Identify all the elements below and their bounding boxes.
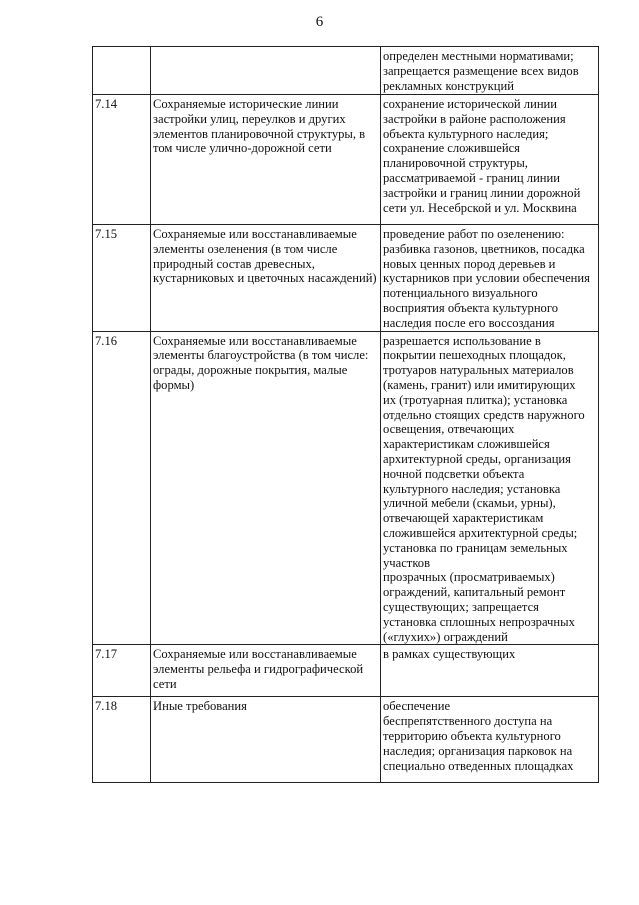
- row-criterion: Сохраняемые или восстанавливаемые элементы озеленения (в том числе природный состав древесных, кустарниковых и цветочных насаждений): [151, 225, 381, 332]
- row-criterion: Сохраняемые или восстанавливаемые элементы благоустройства (в том числе: ограды, дорожные покрытия, малые формы): [151, 331, 381, 645]
- row-number: 7.15: [93, 225, 151, 332]
- row-requirement: сохранение исторической линии застройки в районе расположения объекта культурного наследия; сохранение сложившейся планировочной структуры, рассматриваемой - границ линии застройки и границ линии дорожной сети ул. Несебрской и ул. Москвина: [381, 95, 599, 225]
- table-row: [93, 645, 599, 697]
- row-number: 7.14: [93, 95, 151, 225]
- row-number: 7.16: [93, 331, 151, 645]
- page-number: 6: [315, 14, 324, 30]
- requirements-table: [92, 46, 599, 783]
- row-number: 7.17: [93, 645, 151, 697]
- table-row: [93, 95, 599, 225]
- row-criterion: Иные требования: [151, 697, 381, 783]
- row-criterion: Сохраняемые исторические линии застройки улиц, переулков и других элементов планировочной структуры, в том числе улично-дорожной сети: [151, 95, 381, 225]
- table-row: [93, 47, 599, 95]
- row-number: [93, 47, 151, 95]
- row-criterion: Сохраняемые или восстанавливаемые элементы рельефа и гидрографической сети: [151, 645, 381, 697]
- row-requirement: проведение работ по озеленению: разбивка газонов, цветников, посадка новых ценных пород деревьев и кустарников при условии обеспечения потенциального визуального восприятия объекта культурного наследия после его воссоздания: [381, 225, 599, 332]
- table-row: [93, 697, 599, 783]
- row-number: 7.18: [93, 697, 151, 783]
- table-row: [93, 225, 599, 332]
- row-criterion: [151, 47, 381, 95]
- row-requirement: определен местными нормативами; запрещается размещение всех видов рекламных конструкций: [381, 47, 599, 95]
- table-row: [93, 331, 599, 645]
- row-requirement: обеспечение беспрепятственного доступа на территорию объекта культурного наследия; организация парковок на специально отведенных площадках: [381, 697, 599, 783]
- row-requirement: в рамках существующих: [381, 645, 599, 697]
- row-requirement: разрешается использование в покрытии пешеходных площадок, тротуаров натуральных материалов (камень, гранит) или имитирующих их (тротуарная плитка); установка отдельно стоящих средств наружного освещения, отвечающих характеристикам сложившейся архитектурной среды, организация ночной подсветки объекта культурного наследия; установка уличной мебели (скамьи, урны), отвечающей характеристикам сложившейся архитектурной среды; установка по границам земельных участков прозрачных (просматриваемых) ограждений, капитальный ремонт существующих; запрещается установка сплошных непрозрачных («глухих») ограждений: [381, 331, 599, 645]
